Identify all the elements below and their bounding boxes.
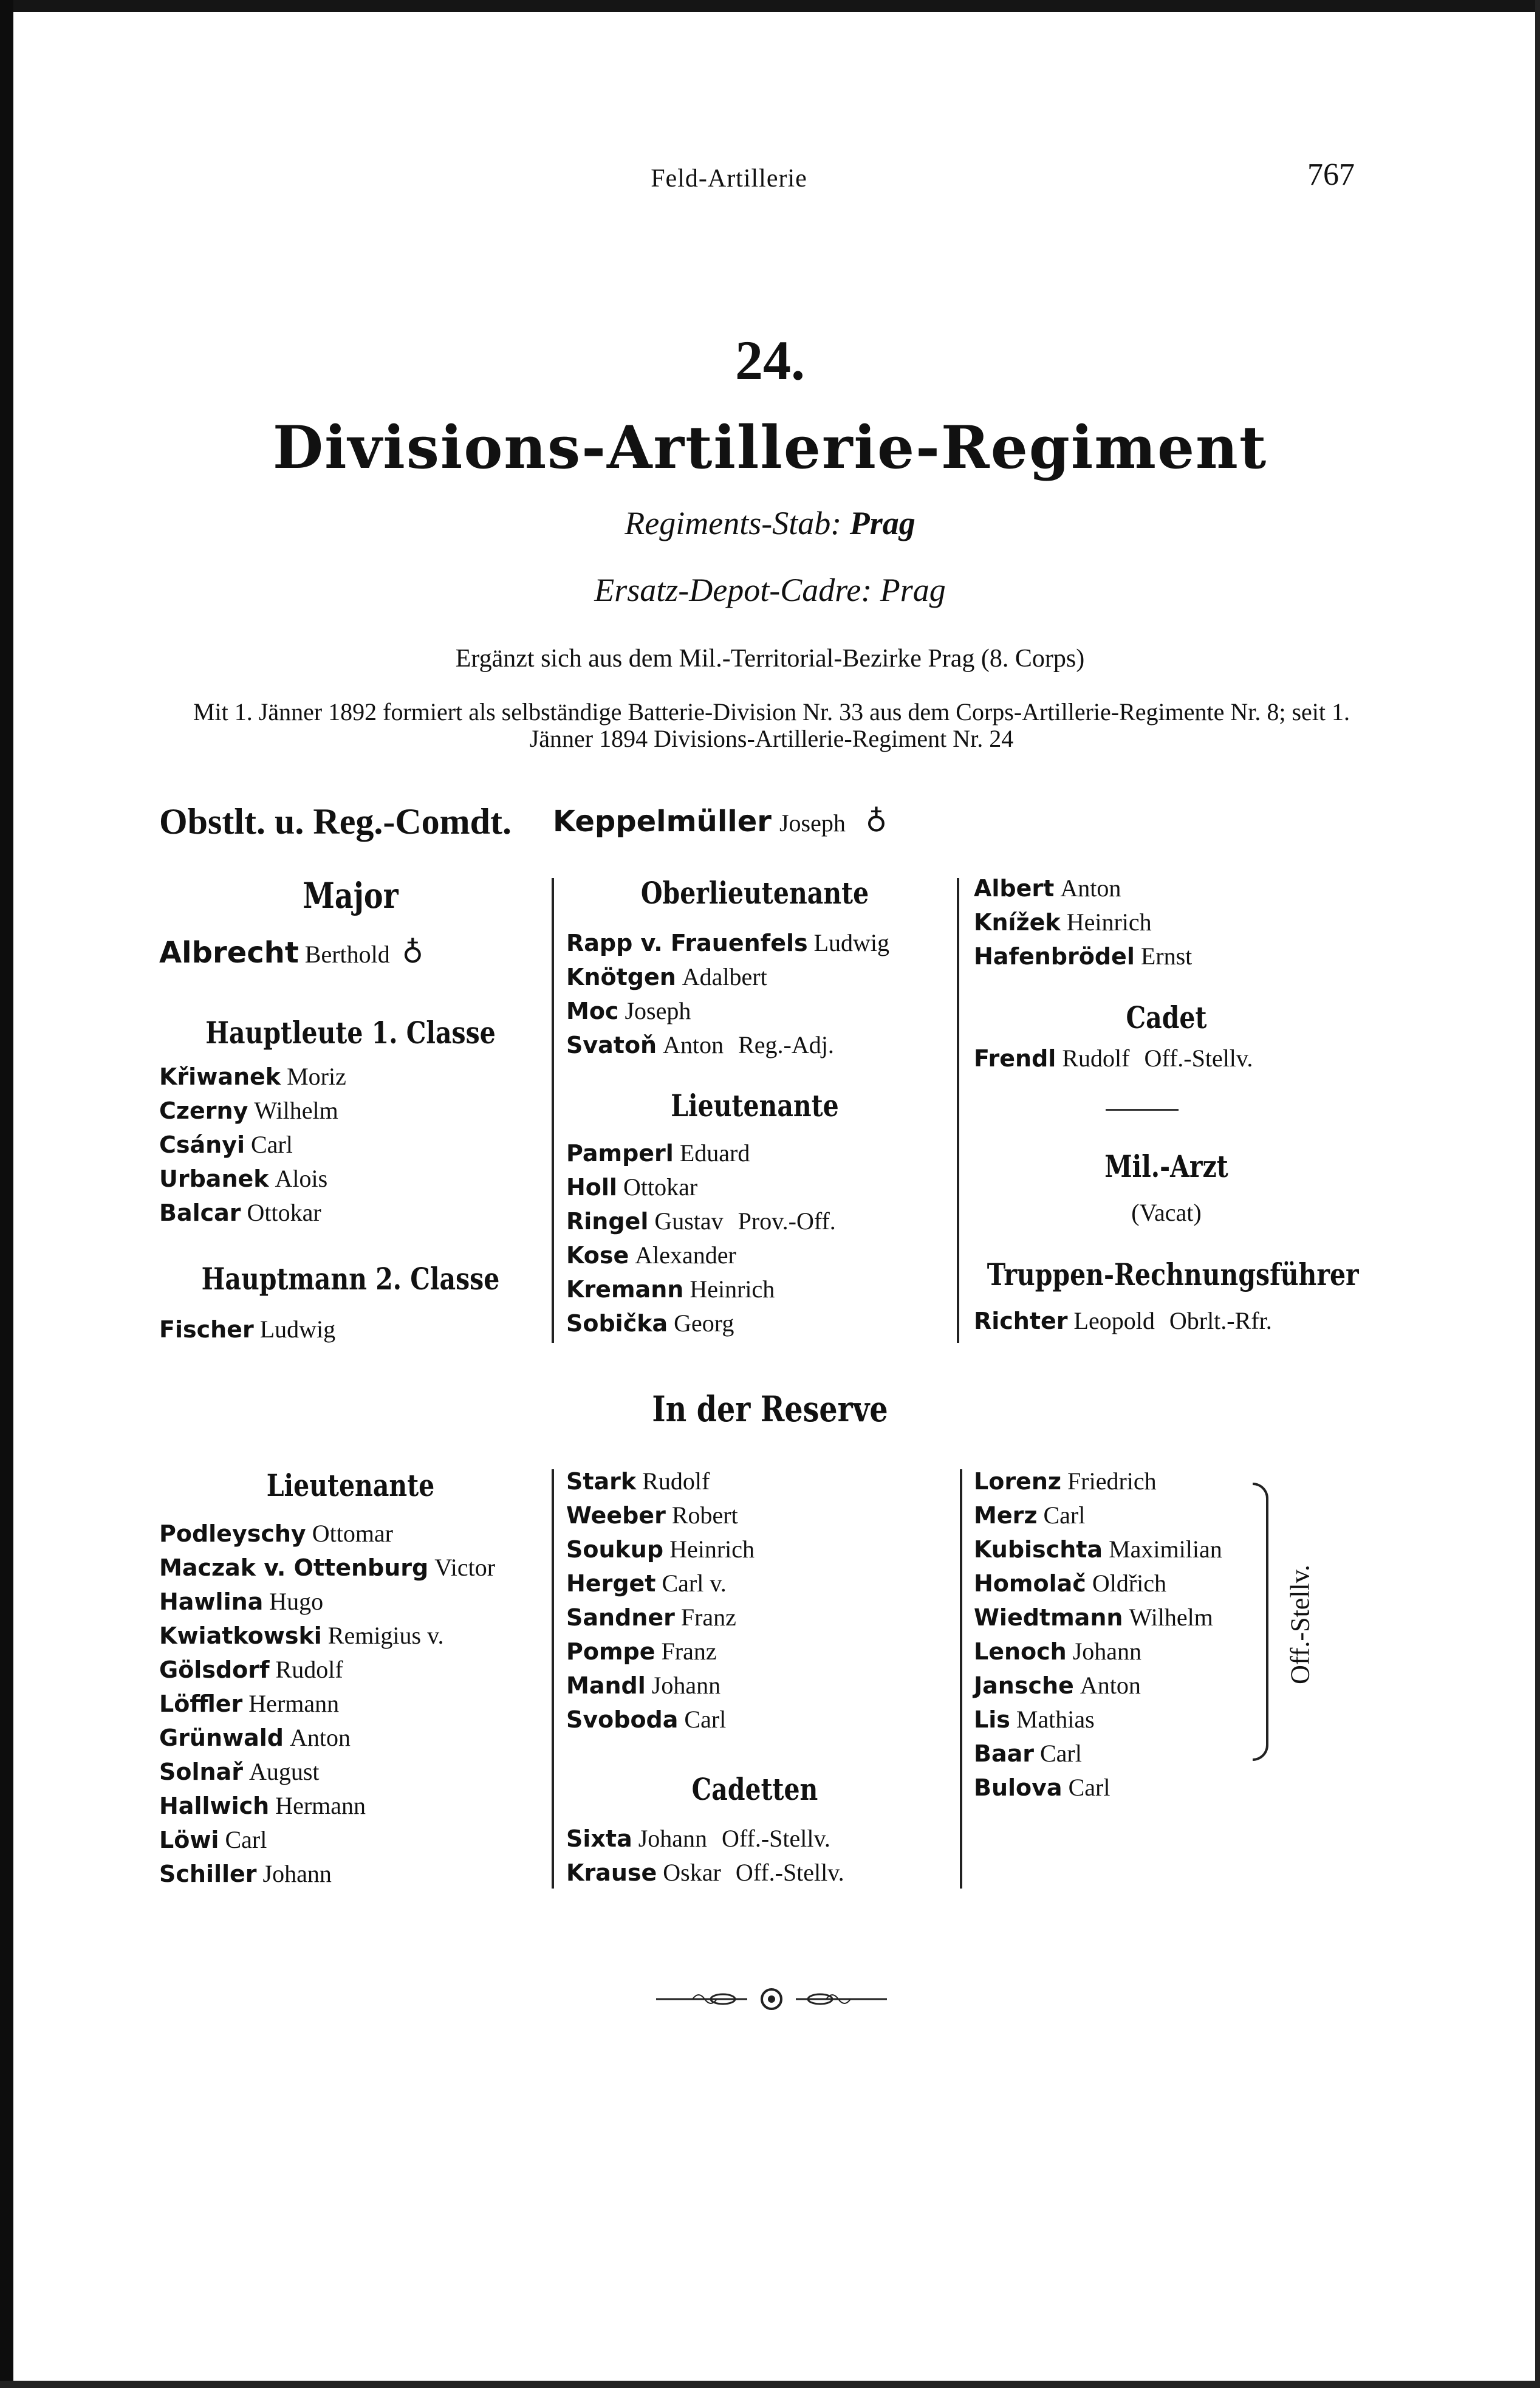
- column-divider: [552, 878, 554, 1343]
- list-item: Knížek Heinrich: [974, 908, 1152, 936]
- oberlt-list: [566, 926, 889, 1062]
- divider-rule: [1106, 1109, 1179, 1111]
- captains1-header: Hauptleute 1. Classe: [205, 1015, 496, 1051]
- list-item: Kwiatkowski Remigius v.: [159, 1622, 444, 1649]
- doctor-value: (Vacat): [1131, 1199, 1202, 1226]
- column-divider: [552, 1469, 554, 1889]
- list-item: Weeber Robert: [566, 1501, 738, 1529]
- list-item: Csányi Carl: [159, 1131, 293, 1158]
- list-item: Merz Carl: [974, 1501, 1086, 1529]
- cadet-entry: Frendl Rudolf Off.-Stellv.: [974, 1045, 1253, 1072]
- list-item: Pompe Franz: [566, 1638, 717, 1665]
- decoration-symbol: ♁: [402, 936, 423, 970]
- list-item: Moc Joseph: [566, 997, 691, 1024]
- commander-surname: Keppelmüller: [553, 805, 772, 839]
- list-item: Křiwanek Moriz: [159, 1063, 346, 1090]
- list-item: Bulova Carl: [974, 1774, 1111, 1801]
- captains1-list: [159, 1060, 346, 1230]
- history-note: Mit 1. Jänner 1892 formiert als selbständige Batterie-Division Nr. 33 aus dem Corps-Artillerie-Regimente Nr. 8; seit 1. Jänner 1894 Divisions-Artillerie-Regiment Nr. 24: [193, 698, 1350, 752]
- list-item: Sixta Johann Off.-Stellv.: [566, 1825, 830, 1852]
- page-number: 767: [1307, 157, 1355, 192]
- reserve-col1-list: [159, 1517, 495, 1891]
- list-item: Holl Ottokar: [566, 1173, 698, 1201]
- list-item: Jansche Anton: [974, 1672, 1141, 1699]
- regiment-number: 24.: [735, 329, 805, 391]
- list-item: Kose Alexander: [566, 1241, 736, 1269]
- oberlt-header: Oberlieutenante: [640, 875, 869, 911]
- list-item: Kremann Heinrich: [566, 1275, 775, 1303]
- scan-border-bottom: [0, 2381, 1540, 2388]
- list-item: Solnař August: [159, 1758, 320, 1785]
- list-item: Rapp v. Frauenfels Ludwig: [566, 929, 890, 956]
- reserve-header: In der Reserve: [652, 1388, 888, 1430]
- lt-list: [566, 1136, 836, 1340]
- list-item: Lorenz Friedrich: [974, 1467, 1157, 1495]
- running-title: Feld-Artillerie: [651, 165, 807, 193]
- list-item: Soukup Heinrich: [566, 1535, 755, 1563]
- reserve-lt-header: Lieutenante: [266, 1467, 435, 1503]
- ornament-divider: [656, 1987, 887, 2011]
- captains2-list: [159, 1312, 335, 1347]
- list-item: Mandl Johann: [566, 1672, 721, 1699]
- first-name: Berthold: [304, 941, 390, 968]
- doctor-header: Mil.-Arzt: [1104, 1148, 1228, 1184]
- list-item: Herget Carl v.: [566, 1570, 727, 1597]
- column-divider: [960, 1469, 962, 1889]
- surname: Albrecht: [159, 936, 299, 970]
- list-item: Wiedtmann Wilhelm: [974, 1604, 1213, 1631]
- recruitment-line: Ergänzt sich aus dem Mil.-Territorial-Bezirke Prag (8. Corps): [455, 645, 1085, 673]
- bracket: [1253, 1483, 1268, 1761]
- list-item: Ringel Gustav Prov.-Off.: [566, 1207, 836, 1235]
- accountant-header: Truppen-Rechnungsführer: [987, 1257, 1359, 1292]
- lt-header: Lieutenante: [671, 1088, 839, 1124]
- major-header: Major: [303, 875, 399, 916]
- col3-list: [974, 871, 1192, 973]
- list-item: Svatoň Anton Reg.-Adj.: [566, 1031, 834, 1058]
- staff-label: Regiments-Stab:: [625, 505, 842, 541]
- commander-name: [553, 803, 887, 839]
- list-item: Lis Mathias: [974, 1706, 1095, 1733]
- reserve-cadets-list: [566, 1822, 844, 1890]
- accountant-entry: Richter Leopold Obrlt.-Rfr.: [974, 1307, 1272, 1334]
- list-item: Knötgen Adalbert: [566, 963, 767, 990]
- reserve-cadets-header: Cadetten: [691, 1771, 818, 1807]
- list-item: Svoboda Carl: [566, 1706, 727, 1733]
- list-item: Lenoch Johann: [974, 1638, 1142, 1665]
- regiment-staff: [0, 504, 1540, 542]
- list-item: Grünwald Anton: [159, 1724, 351, 1751]
- depot-line: Ersatz-Depot-Cadre: Prag: [594, 572, 946, 608]
- list-item: Krause Oskar Off.-Stellv.: [566, 1859, 844, 1886]
- major-entry: [159, 936, 423, 970]
- list-item: Sobička Georg: [566, 1309, 734, 1337]
- list-item: Pamperl Eduard: [566, 1139, 750, 1167]
- list-item: Czerny Wilhelm: [159, 1097, 338, 1124]
- list-item: Stark Rudolf: [566, 1467, 710, 1495]
- list-item: Hafenbrödel Ernst: [974, 942, 1193, 970]
- staff-place: Prag: [849, 505, 915, 541]
- decoration-symbol: ♁: [865, 805, 887, 839]
- reserve-col2-list: [566, 1464, 755, 1737]
- scan-border-top: [0, 0, 1540, 12]
- list-item: Albert Anton: [974, 874, 1121, 902]
- commander-rank: Obstlt. u. Reg.-Comdt.: [159, 801, 512, 842]
- list-item: Gölsdorf Rudolf: [159, 1656, 343, 1683]
- list-item: Schiller Johann: [159, 1860, 332, 1887]
- list-item: Homolač Oldřich: [974, 1570, 1166, 1597]
- regiment-title: Divisions-Artillerie-Regiment: [272, 413, 1268, 482]
- list-item: Hawlina Hugo: [159, 1588, 324, 1615]
- list-item: Sandner Franz: [566, 1604, 736, 1631]
- captains2-header: Hauptmann 2. Classe: [201, 1261, 500, 1297]
- list-item: Löffler Hermann: [159, 1690, 340, 1717]
- list-item: Podleyschy Ottomar: [159, 1520, 394, 1547]
- list-item: Balcar Ottokar: [159, 1199, 321, 1226]
- list-item: Kubischta Maximilian: [974, 1535, 1222, 1563]
- list-item: Maczak v. Ottenburg Victor: [159, 1554, 496, 1581]
- list-item: Löwi Carl: [159, 1826, 267, 1853]
- col3-note: Off.-Stellv.: [1285, 1565, 1315, 1684]
- list-item: Hallwich Hermann: [159, 1792, 366, 1819]
- column-divider: [957, 878, 959, 1343]
- list-item: Baar Carl: [974, 1740, 1082, 1767]
- list-item: Urbanek Alois: [159, 1165, 328, 1192]
- list-item: Fischer Ludwig: [159, 1316, 336, 1343]
- cadet-header: Cadet: [1126, 1000, 1207, 1035]
- commander-first-name: Joseph: [779, 809, 846, 837]
- reserve-col3-list: [974, 1464, 1222, 1805]
